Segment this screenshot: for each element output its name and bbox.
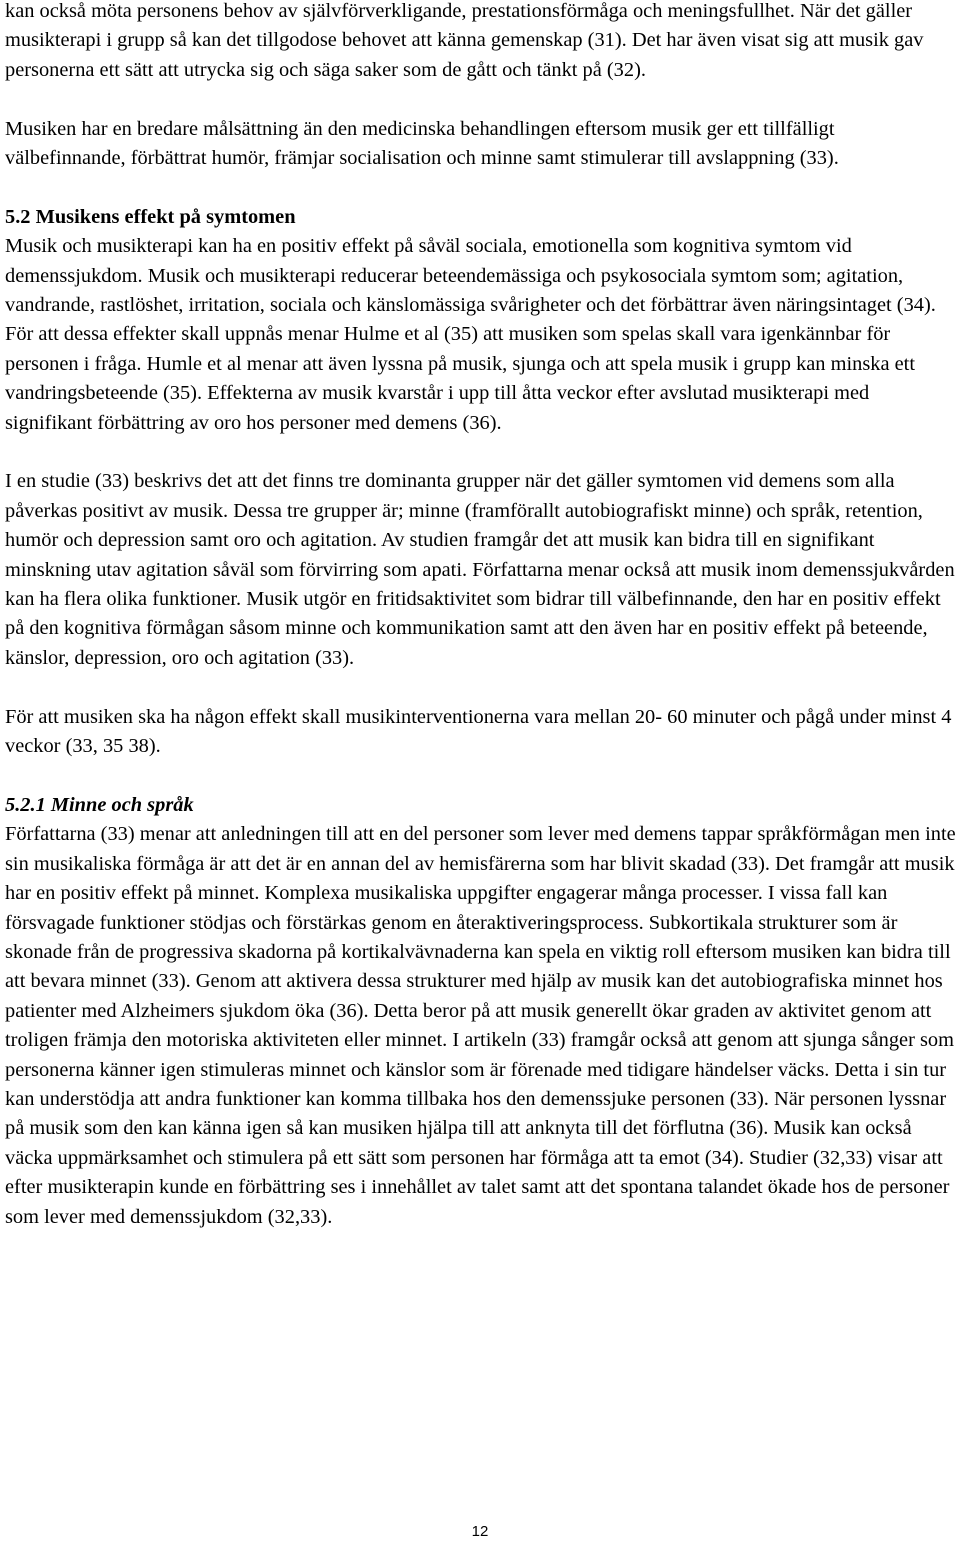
document-page (5, 0, 957, 1232)
section-heading-5-2: 5.2 Musikens effekt på symtomen (5, 205, 296, 228)
paragraph-intro-continued: kan också möta personens behov av självförverkligande, prestationsförmåga och meningsfullhet. När det gäller musikterapi i grupp så kan det tillgodose behovet att känna gemenskap (31). Det har även visat sig att musik gav personerna ett sätt att utrycka sig och säga saker som de gått och tänkt på (32). (5, 0, 924, 81)
paragraph-intervention-duration: För att musiken ska ha någon effekt skall musikinterventionerna vara mellan 20- 60 minuter och pågå under minst 4 veckor (33, 35 38). (5, 705, 952, 758)
paragraph-memory-and-language: Författarna (33) menar att anledningen till att en del personer som lever med demens tappar språkförmågan men inte sin musikaliska förmåga är att det är en annan del av hemisfärerna som har blivit skadad (33). Det framgår att musik har en positiv effekt på minnet. Komplexa musikaliska uppgifter engagerar många processer. I vissa fall kan försvagade funktioner stödjas och förstärkas genom en återaktiveringsprocess. Subkortikala strukturer som är skonade från de progressiva skadorna på kortikalvävnaderna kan spela en viktig roll eftersom musiken kan bidra till att bevara minnet (33). Genom att aktivera dessa strukturer med hjälp av musik kan det autobiografiska minnet hos patienter med Alzheimers sjukdom öka (36). Detta beror på att musik generellt ökar graden av aktivitet genom att troligen främja den motoriska aktiviteten eller minnet. I artikeln (33) framgår också att genom att sjunga sånger som personerna känner igen stimuleras minnet och känslor som är förenade med tidigare händelser väcks. Detta i sin tur kan understödja att andra funktioner kan komma tillbaka hos den demenssjuke personen (33). När personen lyssnar på musik som den kan känna igen så kan musiken hjälpa till att anknyta till det förflutna (36). Musik kan också väcka uppmärksamhet och stimulera på ett sätt som personen har förmåga att ta emot (34). Studier (32,33) visar att efter musikterapin kunde en förbättring ses i innehållet av talet samt att det spontana talandet ökade hos de personer som lever med demenssjukdom (32,33). (5, 823, 956, 1228)
subsection-heading-5-2-1: 5.2.1 Minne och språk (5, 793, 194, 816)
page-number: 12 (471, 1523, 489, 1540)
paragraph-effect-on-symptoms: Musik och musikterapi kan ha en positiv effekt på såväl sociala, emotionella som kognitiva symtom vid demenssjukdom. Musik och musikterapi reducerar beteendemässiga och psykosociala symtom som; agitation, vandrande, rastlöshet, irritation, sociala och känslomässiga svårigheter och det förbättrar även näringsintaget (34). För att dessa effekter skall uppnås menar Hulme et al (35) att musiken som spelas skall vara igenkännbar för personen i fråga. Humle et al menar att även lyssna på musik, sjunga och att spela musik i grupp kan minska ett vandringsbeteende (35). Effekterna av musik kvarstår i upp till åtta veckor efter avslutad musikterapi med signifikant förbättring av oro hos personer med demens (36). (5, 235, 936, 434)
paragraph-study-groups: I en studie (33) beskrivs det att det finns tre dominanta grupper när det gäller symtomen vid demens som alla påverkas positivt av musik. Dessa tre grupper är; minne (framförallt autobiografiskt minne) och språk, retention, humör och depression samt oro och agitation. Av studien framgår det att musik kan bidra till en signifikant minskning utav agitation såväl som förvirring som apati. Författarna menar också att musik inom demenssjukvården kan ha flera olika funktioner. Musik utgör en fritidsaktivitet som bidrar till välbefinnande, den har en positiv effekt på den kognitiva förmågan såsom minne och kommunikation samt att den även har en positiv effekt på beteende, känslor, depression, oro och agitation (33). (5, 470, 955, 669)
paragraph-music-goals: Musiken har en bredare målsättning än den medicinska behandlingen eftersom musik ger ett tillfälligt välbefinnande, förbättrat humör, främjar socialisation och minne samt stimulerar till avslappning (33). (5, 117, 839, 170)
